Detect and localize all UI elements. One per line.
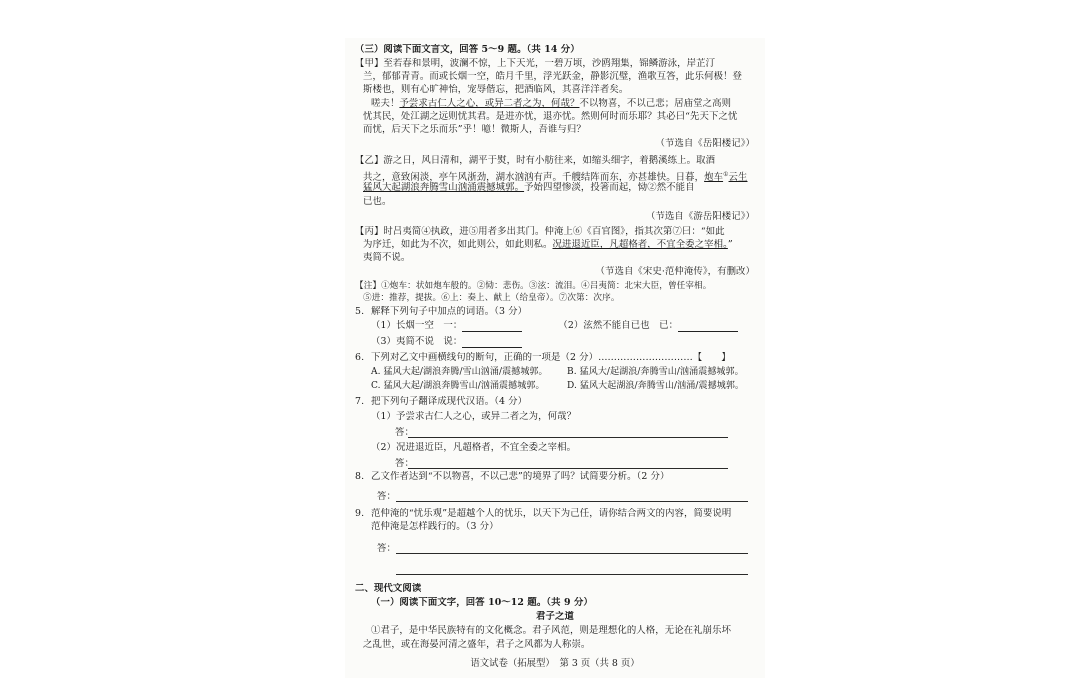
passage-a-line-6: 而忧，后天下之乐而乐”乎！噫！微斯人，吾谁与归？ <box>363 124 586 135</box>
passage-c-line-2: 为序迁，如此为不次，如此则公，如此则私。况进退近臣，凡超格者，不宜全委之宰相。” <box>363 239 733 250</box>
question-8-answer-label: 答： <box>377 491 396 502</box>
passage-a-source: （节选自《岳阳楼记》） <box>655 138 755 149</box>
passage-b-line-1: 【乙】游之日，风日清和，湖平于熨，时有小舫往来，如缩头细字，着鹅溪练上。取酒 <box>355 155 716 166</box>
passage-b-line-4: 已也。 <box>363 196 392 207</box>
modern-passage-line-1: ①君子，是中华民族特有的文化概念。君子风范，则是理想化的人格，无论在礼崩乐坏 <box>371 625 732 636</box>
section-3-heading: （三）阅读下面文言文，回答 5～9 题。（共 14 分） <box>355 44 580 55</box>
passage-b-line-2: 共之，意致闲淡，亭午风浙劲，湖水汹汹有声。千艘结阵而东，亦甚雄快。日暮，炮车①云生 <box>363 171 748 184</box>
passage-a-line-5: 忧其民，处江湖之远则忧其君。是进亦忧，退亦忧。然则何时而乐耶？其必曰“先天下之忧 <box>363 111 738 122</box>
question-7-sentence-1: （1）予尝求古仁人之心，或异二者之为，何哉？ <box>371 411 577 422</box>
passage-c-line-3: 夷简不说。 <box>363 252 411 263</box>
question-5-items-1-2: （1）长烟一空 一： （2）泫然不能自已也 已： <box>355 320 771 332</box>
question-6: 6. 下列对乙文中画横线句的断句，正确的一项是（2 分）…………………………【 】 <box>355 352 731 363</box>
question-7-sentence-2: （2）况进退近臣，凡超格者，不宜全委之宰相。 <box>371 442 577 453</box>
notes-line-2: ⑤进：推荐，提拔。⑥上：奏上、献上（给皇帝）。⑦次第：次序。 <box>363 293 620 303</box>
section-modern-heading: 二、现代文阅读 <box>355 583 422 594</box>
passage-a-line-1: 【甲】至若春和景明，波澜不惊，上下天光，一碧万顷，沙鸥翔集，锦鳞游泳，岸芷汀 <box>355 58 716 69</box>
answer-line-7-2[interactable] <box>408 468 728 469</box>
option-a[interactable]: A. 猛风大起/湖浪奔腾/雪山汹涌/震撼城郭。 <box>371 367 548 377</box>
passage-a-line-3: 斯楼也，则有心旷神怡，宠辱偕忘，把酒临风，其喜洋洋者矣。 <box>363 84 629 95</box>
option-b[interactable]: B. 猛风大/起湖浪/奔腾雪山/汹涌震撼城郭。 <box>567 367 744 377</box>
page-footer: 语文试卷（拓展型） 第 3 页（共 8 页） <box>470 658 640 669</box>
passage-b-line-3: 猛风大起湖浪奔腾雪山汹涌震撼城郭。予始四望惨淡，投箸而起，恸②然不能自 <box>363 182 695 193</box>
question-6-options-cd <box>355 380 771 392</box>
passage-c-line-1: 【丙】时吕夷简④执政，进⑤用者多出其门。仲淹上⑥《百官图》，指其次第⑦曰：“如此 <box>355 226 725 237</box>
question-5-item-3: （3）夷简不说 说： <box>355 336 771 348</box>
passage-title: 君子之道 <box>536 611 574 622</box>
passage-a-line-4: 嗟夫！予尝求古仁人之心，或异二者之为，何哉？不以物喜，不以己悲；居庙堂之高则 <box>371 98 732 109</box>
underlined-sentence-a: 予尝求古仁人之心，或异二者之为，何哉？ <box>399 98 580 109</box>
passage-a-line-2: 兰，郁郁青青。而或长烟一空，皓月千里，浮光跃金，静影沉璧，渔歌互答，此乐何极！登 <box>363 71 743 82</box>
passage-c-source: （节选自《宋史·范仲淹传》，有删改） <box>595 266 755 277</box>
answer-blank-5-1[interactable] <box>462 321 522 332</box>
question-7-answer-2-label: 答： <box>395 458 414 469</box>
question-7-answer-1-label: 答： <box>395 427 414 438</box>
modern-passage-line-2: 之乱世，或在海晏河清之盛年，君子之风都为人称崇。 <box>363 639 591 650</box>
option-d[interactable]: D. 猛风大起湖浪/奔腾雪山/汹涌/震撼城郭。 <box>567 381 745 391</box>
answer-blank-5-2[interactable] <box>678 321 738 332</box>
question-8: 8. 乙文作者达到“不以物喜，不以己悲”的境界了吗？试简要分析。（2 分） <box>355 471 670 482</box>
passage-b-source: （节选自《游岳阳楼记》） <box>645 211 755 222</box>
answer-line-9-1[interactable] <box>396 553 748 554</box>
underlined-sentence-c: 况进退近臣，凡超格者，不宜全委之宰相。 <box>552 239 728 250</box>
option-c[interactable]: C. 猛风大起/湖浪奔腾雪山/汹涌震撼城郭。 <box>371 381 545 391</box>
question-5: 5. 解释下列句子中加点的词语。（3 分） <box>355 306 528 317</box>
question-9: 9. 范仲淹的“忧乐观”是超越个人的忧乐，以天下为己任，请你结合两文的内容，简要说明 <box>355 508 732 519</box>
answer-line-9-2[interactable] <box>396 574 748 575</box>
question-9-answer-label: 答： <box>377 543 396 554</box>
question-9-line-2: 范仲淹是怎样践行的。（3 分） <box>371 521 499 532</box>
underlined-sentence-b: 猛风大起湖浪奔腾雪山汹涌震撼城郭。 <box>363 182 525 193</box>
answer-line-8[interactable] <box>396 501 748 502</box>
section-modern-subheading: （一）阅读下面文字，回答 10～12 题。（共 9 分） <box>371 597 593 608</box>
notes-line-1: 【注】①炮车：状如炮车般的。②恸：悲伤。③泫：流泪。④吕夷简：北宋大臣，曾任宰相。 <box>355 281 712 291</box>
answer-blank-5-3[interactable] <box>462 337 522 348</box>
question-7: 7. 把下列句子翻译成现代汉语。（4 分） <box>355 396 528 407</box>
question-6-options-ab <box>355 366 771 378</box>
answer-line-7-1[interactable] <box>408 437 728 438</box>
